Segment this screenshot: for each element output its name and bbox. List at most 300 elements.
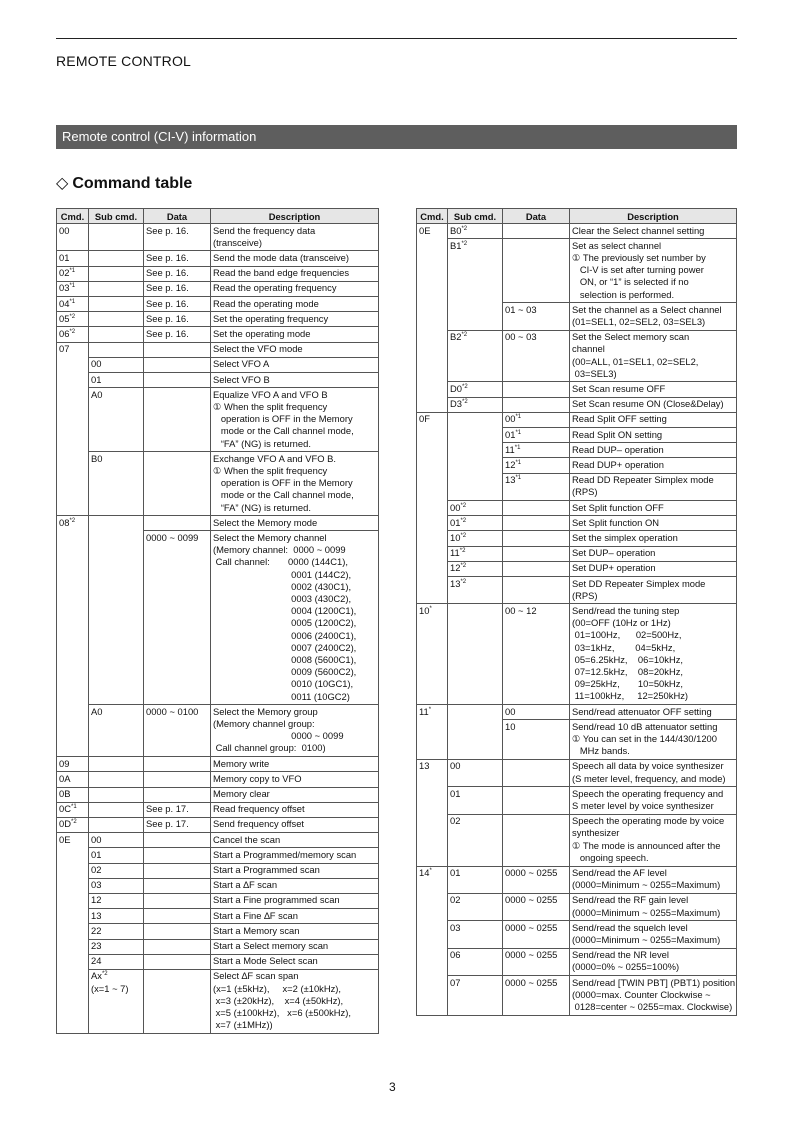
sub-cmd-cell-text: 24 (91, 955, 102, 967)
table-row (417, 412, 737, 427)
cmd-cell (417, 473, 448, 500)
data-cell-text: See p. 16. (146, 267, 189, 279)
cmd-cell (417, 561, 448, 576)
cmd-cell (417, 604, 448, 705)
description-cell-text: Start a Mode Select scan (213, 955, 318, 967)
data-cell (144, 388, 211, 452)
data-cell (503, 412, 570, 427)
data-cell (503, 561, 570, 576)
description-cell-text: Send the mode data (transceive) (213, 251, 350, 263)
table-row (57, 373, 379, 388)
cmd-cell-text: 06 (59, 327, 70, 339)
sub-cmd-cell (448, 976, 503, 1016)
data-cell (144, 373, 211, 388)
sub-cmd-cell-text: 00 (450, 760, 461, 772)
sub-cmd-cell (448, 501, 503, 516)
header-description: Description (211, 209, 379, 224)
data-cell (144, 954, 211, 969)
sub-cmd-cell (89, 312, 144, 327)
description-cell (570, 814, 737, 866)
sub-cmd-cell (89, 802, 144, 817)
footnote-marker: *1 (515, 414, 522, 421)
data-cell-text: 01 ~ 03 (505, 303, 537, 315)
data-cell-text: 10 (505, 720, 516, 732)
data-cell (503, 330, 570, 382)
sub-cmd-cell (89, 833, 144, 848)
cmd-cell (417, 531, 448, 546)
table-row (57, 388, 379, 452)
data-cell (144, 297, 211, 312)
sub-cmd-cell-text: 23 (91, 940, 102, 952)
description-cell (570, 720, 737, 760)
description-cell-text: Start a Memory scan (213, 924, 300, 936)
data-cell (503, 531, 570, 546)
table-row (417, 948, 737, 975)
cmd-cell (417, 412, 448, 427)
sub-cmd-cell (89, 969, 144, 1033)
description-cell-text: Speech the operating frequency and S meter level by voice synthesizer (572, 787, 724, 812)
data-cell (503, 458, 570, 473)
cmd-cell (57, 817, 89, 832)
cmd-cell (57, 373, 89, 388)
sub-cmd-cell (448, 866, 503, 893)
sub-cmd-cell (89, 924, 144, 939)
cmd-cell-text: 0D (59, 818, 71, 830)
data-cell-text: 0000 ~ 0255 (505, 921, 558, 933)
footnote-marker: *1 (515, 475, 522, 482)
cmd-cell (417, 224, 448, 239)
cmd-cell (57, 924, 89, 939)
description-cell (211, 817, 379, 832)
description-cell-text: Set as select channel ① The previously set number by CI-V is set after turning power ON, or “1” is selected if no selection is performed. (572, 239, 706, 300)
description-cell (570, 516, 737, 531)
cmd-cell (57, 878, 89, 893)
sub-cmd-cell-text: 01 (91, 373, 102, 385)
header-sub-cmd: Sub cmd. (89, 209, 144, 224)
description-cell (211, 251, 379, 266)
description-cell-text: Send/read the tuning step (00=OFF (10Hz or 1Hz) 01=100Hz, 02=500Hz, 03=1kHz, 04=5kHz, 05=6.25kHz, 06=10kHz, 07=12.5kHz, 08=20kHz, 09=25kHz, 10=50kHz, 11=100kHz, 12=250kHz) (572, 604, 689, 702)
cmd-cell (417, 382, 448, 397)
data-cell-text: 11 (505, 443, 515, 455)
sub-cmd-cell (89, 388, 144, 452)
sub-cmd-cell (89, 297, 144, 312)
data-cell (144, 327, 211, 342)
data-cell (144, 878, 211, 893)
cmd-cell-text: 13 (419, 760, 430, 772)
sub-cmd-cell (448, 604, 503, 705)
description-cell (570, 428, 737, 443)
table-row (417, 303, 737, 330)
sub-cmd-cell-text: A0 (91, 388, 103, 400)
description-cell (570, 948, 737, 975)
table-row (57, 969, 379, 1033)
description-cell-text: Read the band edge frequencies (213, 267, 350, 279)
description-cell (211, 802, 379, 817)
cmd-cell (57, 342, 89, 357)
cmd-cell (417, 546, 448, 561)
description-cell-text: Read DUP+ operation (572, 458, 664, 470)
data-cell (503, 787, 570, 814)
description-cell (211, 954, 379, 969)
table-row (57, 327, 379, 342)
data-cell-text: See p. 16. (146, 224, 189, 236)
table-row (417, 705, 737, 720)
sub-cmd-cell-text: A0 (91, 705, 103, 717)
cmd-cell (57, 909, 89, 924)
description-cell (570, 412, 737, 427)
data-cell (144, 357, 211, 372)
data-cell-text: See p. 17. (146, 818, 189, 830)
sub-cmd-cell-text: 00 (450, 501, 461, 513)
data-cell (503, 720, 570, 760)
section-title-bar (56, 125, 737, 149)
section-title-text: Remote control (CI-V) information (62, 129, 257, 144)
cmd-cell-text: 01 (59, 251, 70, 263)
cmd-cell-text: 0C (59, 803, 71, 815)
description-cell-text: Send/read the AF level (0000=Minimum ~ 0255=Maximum) (572, 867, 721, 891)
sub-cmd-cell-text: 13 (91, 909, 102, 921)
footnote-marker: *1 (515, 429, 522, 436)
diamond-icon: ◇ (56, 175, 69, 192)
cmd-cell-text: 0E (419, 224, 431, 236)
data-cell (503, 866, 570, 893)
sub-cmd-cell-text: 12 (91, 894, 102, 906)
table-row (417, 443, 737, 458)
cmd-cell (417, 443, 448, 458)
data-cell (144, 802, 211, 817)
table-header-row (417, 209, 737, 224)
description-cell (570, 604, 737, 705)
table-row (417, 397, 737, 412)
cmd-cell (417, 759, 448, 786)
description-cell-text: Set the simplex operation (572, 531, 678, 543)
data-cell (503, 516, 570, 531)
footnote-marker: *2 (461, 332, 468, 339)
table-row (57, 281, 379, 296)
data-cell (144, 863, 211, 878)
table-row (57, 516, 379, 531)
description-cell-text: Select the Memory channel (Memory channel: 0000 ~ 0099 Call channel: 0000 (144C1), 0001 (144C2), 0002 (430C1), 0003 (430C2), 0004 (1200C1), 0005 (1200C2), 0006 (2400C1), 0007 (2400C2), 0008 (5600C1), 0009 (5600C2), 0010 (10GC1), 0011 (10GC2) (213, 531, 357, 702)
description-cell-text: Start a ∆F scan (213, 879, 278, 891)
data-cell (503, 473, 570, 500)
cmd-cell (417, 705, 448, 720)
table-row (417, 546, 737, 561)
table-row (57, 893, 379, 908)
description-cell (211, 357, 379, 372)
cmd-cell (417, 866, 448, 893)
description-cell (211, 224, 379, 251)
sub-cmd-cell-text: 11 (450, 547, 460, 559)
table-row (417, 516, 737, 531)
data-cell-text: 00 ~ 12 (505, 604, 537, 616)
cmd-cell (57, 281, 89, 296)
sub-cmd-cell (89, 705, 144, 757)
description-cell (570, 239, 737, 303)
footnote-marker: *2 (461, 225, 468, 232)
description-cell (570, 330, 737, 382)
description-cell-text: Exchange VFO A and VFO B. ① When the split frequency operation is OFF in the Memory mode or the Call channel mode, “FA” (NG) is returned. (213, 452, 354, 513)
description-cell-text: Select the VFO mode (213, 343, 303, 355)
description-cell (570, 921, 737, 948)
cmd-cell (417, 577, 448, 604)
sub-cmd-cell (89, 893, 144, 908)
data-cell (144, 452, 211, 516)
table-row (57, 817, 379, 832)
description-cell-text: Select VFO B (213, 373, 270, 385)
data-cell (144, 757, 211, 772)
description-cell (570, 303, 737, 330)
sub-cmd-cell-text: 06 (450, 949, 461, 961)
data-cell (503, 546, 570, 561)
sub-cmd-cell (448, 458, 503, 473)
sub-cmd-cell (89, 954, 144, 969)
description-cell-text: Speech all data by voice synthesizer (S meter level, frequency, and mode) (572, 760, 726, 784)
cmd-cell (57, 531, 89, 705)
sub-cmd-cell-text: 07 (450, 976, 461, 988)
data-cell-text: 00 (505, 705, 516, 717)
data-cell (503, 382, 570, 397)
table-row (57, 848, 379, 863)
description-cell-text: Start a Fine programmed scan (213, 894, 340, 906)
data-cell (144, 939, 211, 954)
description-cell (570, 893, 737, 920)
sub-cmd-cell (89, 516, 144, 531)
data-cell (503, 239, 570, 303)
table-row (57, 266, 379, 281)
data-cell-text: 0000 ~ 0255 (505, 976, 558, 988)
cmd-cell-text: 07 (59, 343, 70, 355)
footnote-marker: *1 (69, 283, 76, 290)
sub-cmd-cell (448, 577, 503, 604)
cmd-cell (57, 969, 89, 1033)
table-row (417, 893, 737, 920)
sub-cmd-cell (448, 473, 503, 500)
sub-cmd-cell-text: 03 (450, 921, 461, 933)
sub-cmd-cell (89, 878, 144, 893)
cmd-cell (417, 428, 448, 443)
footnote-marker: * (429, 605, 432, 612)
table-row (57, 357, 379, 372)
table-row (57, 531, 379, 705)
sub-cmd-cell (448, 720, 503, 760)
sub-cmd-cell-text: B0 (91, 452, 103, 464)
table-row (57, 297, 379, 312)
data-cell-text: 00 ~ 03 (505, 331, 537, 343)
table-row (57, 312, 379, 327)
data-cell (144, 833, 211, 848)
cmd-cell (57, 802, 89, 817)
data-cell (503, 893, 570, 920)
footnote-marker: *1 (69, 268, 76, 275)
cmd-cell-text: 10 (419, 604, 430, 616)
sub-cmd-cell (448, 397, 503, 412)
description-cell-text: Start a Select memory scan (213, 940, 329, 952)
table-row (57, 939, 379, 954)
sub-cmd-cell (89, 757, 144, 772)
footnote-marker: *2 (459, 548, 466, 555)
description-cell-text: Send/read attenuator OFF setting (572, 705, 712, 717)
data-cell-text: 0000 ~ 0255 (505, 949, 558, 961)
sub-cmd-cell-text: 13 (450, 577, 461, 589)
table-row (417, 814, 737, 866)
cmd-cell (57, 297, 89, 312)
description-cell (211, 772, 379, 787)
table-row (417, 976, 737, 1016)
footnote-marker: *2 (70, 819, 77, 826)
sub-cmd-cell (89, 848, 144, 863)
description-cell (211, 863, 379, 878)
footnote-marker: * (428, 706, 432, 713)
description-cell-text: Send the frequency data (transceive) (213, 224, 316, 248)
sub-cmd-cell (89, 327, 144, 342)
cmd-cell-text: 00 (59, 224, 70, 236)
table-row (417, 382, 737, 397)
description-cell (570, 382, 737, 397)
data-cell-text: See p. 16. (146, 297, 189, 309)
sub-cmd-cell-text: 22 (91, 924, 102, 936)
header-cmd: Cmd. (57, 209, 89, 224)
sub-cmd-cell-text: 00 (91, 833, 102, 845)
cmd-cell (57, 357, 89, 372)
sub-cmd-cell (89, 281, 144, 296)
description-cell (211, 969, 379, 1033)
table-row (417, 330, 737, 382)
sub-cmd-cell-text: 01 (91, 848, 102, 860)
cmd-cell (417, 458, 448, 473)
description-cell-text: Set the Select memory scan channel (00=ALL, 01=SEL1, 02=SEL2, 03=SEL3) (572, 331, 699, 379)
data-cell-text: 0000 ~ 0099 (146, 531, 199, 543)
description-cell-text: Set the operating mode (213, 327, 311, 339)
description-cell (570, 787, 737, 814)
description-cell-text: Clear the Select channel setting (572, 224, 705, 236)
description-cell-text: Read DD Repeater Simplex mode (RPS) (572, 474, 714, 498)
cmd-cell-text: 0A (59, 772, 71, 784)
footnote-marker: *2 (101, 971, 108, 978)
description-cell (211, 281, 379, 296)
cmd-cell-text: 0B (59, 788, 71, 800)
data-cell (503, 501, 570, 516)
data-cell-text: 0000 ~ 0100 (146, 705, 199, 717)
data-cell-text: See p. 16. (146, 327, 189, 339)
sub-cmd-cell-text: 10 (450, 531, 461, 543)
description-cell (211, 312, 379, 327)
description-cell (570, 501, 737, 516)
table-row (57, 909, 379, 924)
sub-cmd-cell (89, 939, 144, 954)
description-cell-text: Cancel the scan (213, 833, 281, 845)
cmd-cell (57, 893, 89, 908)
description-cell (211, 373, 379, 388)
sub-cmd-cell (448, 330, 503, 382)
sub-cmd-cell (89, 787, 144, 802)
cmd-cell (417, 516, 448, 531)
data-cell-text: 00 (505, 413, 516, 425)
sub-cmd-cell (448, 787, 503, 814)
description-cell-text: Read the operating mode (213, 297, 319, 309)
description-cell (211, 327, 379, 342)
command-table-heading-text: Command table (72, 175, 193, 192)
description-cell (570, 224, 737, 239)
description-cell (570, 443, 737, 458)
table-row (417, 458, 737, 473)
footnote-marker: *2 (460, 532, 467, 539)
header-description: Description (570, 209, 737, 224)
data-cell (144, 924, 211, 939)
table-row (57, 757, 379, 772)
cmd-cell-text: 14 (419, 867, 430, 879)
table-row (417, 239, 737, 303)
table-row (57, 802, 379, 817)
description-cell-text: Set Split function ON (572, 516, 660, 528)
description-cell-text: Memory write (213, 757, 270, 769)
cmd-cell (417, 239, 448, 303)
description-cell-text: Start a Programmed/memory scan (213, 848, 357, 860)
data-cell (503, 604, 570, 705)
sub-cmd-cell (448, 516, 503, 531)
description-cell-text: Set DUP+ operation (572, 562, 656, 574)
cmd-cell (57, 312, 89, 327)
description-cell (570, 759, 737, 786)
description-cell-text: Select the Memory mode (213, 516, 318, 528)
footnote-marker: *2 (460, 578, 467, 585)
table-row (57, 878, 379, 893)
description-cell (570, 531, 737, 546)
data-cell (144, 705, 211, 757)
cmd-cell-text: 04 (59, 297, 70, 309)
cmd-cell (57, 452, 89, 516)
cmd-cell (57, 848, 89, 863)
sub-cmd-cell (89, 452, 144, 516)
sub-cmd-cell-text: D0 (450, 382, 462, 394)
description-cell-text: Send frequency offset (213, 818, 305, 830)
data-cell (503, 303, 570, 330)
data-cell (503, 705, 570, 720)
data-cell (144, 531, 211, 705)
data-cell (503, 948, 570, 975)
table-row (57, 342, 379, 357)
cmd-cell (57, 266, 89, 281)
cmd-cell (57, 516, 89, 531)
description-cell-text: Set the operating frequency (213, 312, 329, 324)
table-row (417, 224, 737, 239)
sub-cmd-cell (448, 561, 503, 576)
description-cell-text: Select the Memory group (Memory channel group: 0000 ~ 0099 Call channel group: 0100) (213, 705, 344, 754)
sub-cmd-cell (89, 342, 144, 357)
description-cell (211, 297, 379, 312)
header-cmd: Cmd. (417, 209, 448, 224)
description-cell-text: Speech the operating mode by voice synthesizer ① The mode is announced after the ongoing speech. (572, 815, 725, 863)
sub-cmd-cell (448, 814, 503, 866)
cmd-cell (57, 388, 89, 452)
data-cell-text: 0000 ~ 0255 (505, 894, 558, 906)
cmd-cell-text: 0F (419, 413, 430, 425)
cmd-cell (417, 921, 448, 948)
cmd-cell (417, 893, 448, 920)
sub-cmd-cell-text: B0 (450, 224, 462, 236)
cmd-cell (417, 787, 448, 814)
description-cell (570, 546, 737, 561)
cmd-cell-text: 11 (419, 705, 429, 717)
cmd-cell (57, 954, 89, 969)
description-cell-text: Read DUP– operation (572, 443, 664, 455)
footnote-marker: * (429, 868, 432, 875)
data-cell (144, 516, 211, 531)
description-cell (211, 388, 379, 452)
table-row (57, 787, 379, 802)
table-row (417, 501, 737, 516)
description-cell (211, 833, 379, 848)
data-cell (144, 251, 211, 266)
